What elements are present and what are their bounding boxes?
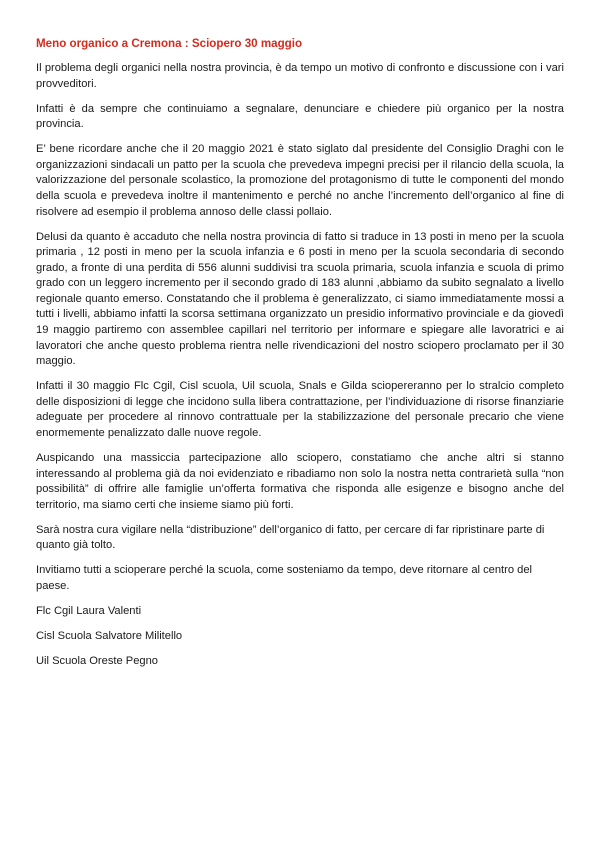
paragraph-patto-scuola: E’ bene ricordare anche che il 20 maggio 2021 è stato siglato dal presidente del Consiglio Draghi con le organizzazioni sindacali un patto per la scuola che prevedeva impegni precisi per il rilancio della scuola, la valorizzazione del personale scolastico, la promozione del protagonismo di tutte le componenti del mondo della scuola e prevedeva inoltre il mantenimento e perché no anche l’incremento dell’organico al fine di risolvere ad esempio il problema annoso delle classi pollaio.	[36, 143, 564, 218]
signature-cisl-scuola: Cisl Scuola Salvatore Militello	[36, 629, 183, 642]
paragraph-organici: Il problema degli organici nella nostra provincia, è da tempo un motivo di confronto e discussione con i vari provveditori.	[36, 62, 564, 90]
paragraph-partecipazione: Auspicando una massiccia partecipazione allo sciopero, constatiamo che anche altri si stanno interessando al problema già da noi evidenziato e ribadiamo non solo la nostra netta contrarietà sulla “non possibilità” di offrire alle famiglie un’offerta formativa che risponda alle esigenze e bisogno anche del territorio, ma siamo certi che insieme siamo più forti.	[36, 452, 564, 511]
signature-flc-cgil: Flc Cgil Laura Valenti	[36, 604, 142, 617]
paragraph-sciopero-30-maggio: Infatti il 30 maggio Flc Cgil, Cisl scuola, Uil scuola, Snals e Gilda sciopereranno per lo stralcio completo delle disposizioni di legge che incidono sulla libera contrattazione, per l’individuazione di risorse finanziarie adeguate per procedere al rinnovo contrattuale per la stabilizzazione del personale precario che viene enormemente penalizzato dalle nuove regole.	[36, 380, 564, 440]
document-title: Meno organico a Cremona : Sciopero 30 maggio	[36, 37, 303, 50]
paragraph-posti-in-meno: Delusi da quanto è accaduto che nella nostra provincia di fatto si traduce in 13 posti in meno per la scuola primaria , 12 posti in meno per la scuola infanzia e 6 posti in meno per la scuola secondaria di secondo grado, a fronte di una perdita di 556 alunni suddivisi tra scuola primaria, scuola infanzia e scuola di primo grado con un leggero incremento per il secondo grado di 183 alunni ,abbiamo da subito segnalato a livello regionale quanto emerso. Constatando che il problema è generalizzato, ci siamo immediatamente mossi a tutti i livelli, abbiamo infatti la scorsa settimana organizzato un presidio informativo provinciale e da giovedì 19 maggio partiremo con assemblee capillari nel territorio per informare e spiegare alle lavoratrici e ai lavoratori che anche questo problema rientra nelle rivendicazioni del nostro sciopero proclamato per il 30 maggio.	[36, 230, 564, 368]
document-page	[36, 36, 564, 679]
signature-uil-scuola: Uil Scuola Oreste Pegno	[36, 654, 158, 667]
paragraph-vigilare: Sarà nostra cura vigilare nella “distribuzione” dell’organico di fatto, per cercare di far ripristinare parte di quanto già tolto.	[36, 523, 545, 552]
paragraph-invito-sciopero: Invitiamo tutti a scioperare perché la scuola, come sosteniamo da tempo, deve ritornare al centro del paese.	[36, 564, 533, 592]
paragraph-segnalare: Infatti è da sempre che continuiamo a segnalare, denunciare e chiedere più organico per la nostra provincia.	[36, 102, 564, 131]
